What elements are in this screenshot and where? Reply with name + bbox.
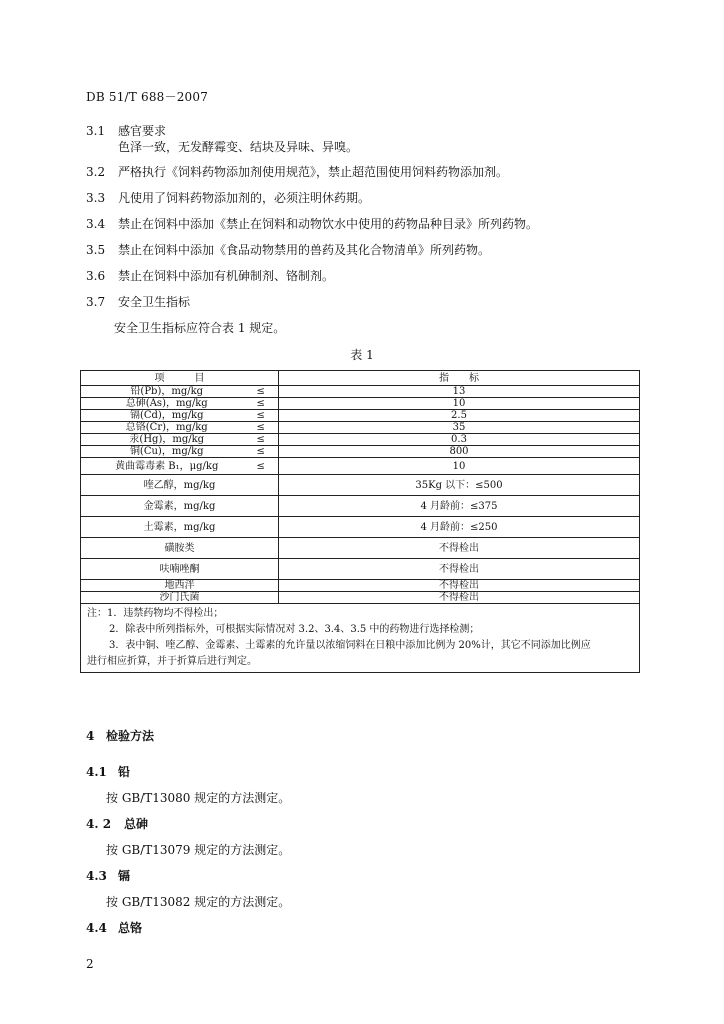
section-number: 3.7 bbox=[86, 295, 106, 309]
table-caption: 表 1 bbox=[350, 348, 374, 362]
row-item: 沙门氏菌 bbox=[81, 592, 279, 604]
table-notes-row bbox=[81, 604, 640, 673]
section-4-1-body bbox=[106, 789, 290, 806]
row-item: 喹乙醇，mg/kg bbox=[81, 475, 279, 496]
section-text: 铅 bbox=[118, 765, 131, 779]
table-row bbox=[81, 538, 640, 559]
section-text: 按 GB/T13080 规定的方法测定。 bbox=[106, 791, 291, 805]
section-3-4 bbox=[86, 215, 538, 232]
row-item: 金霉素，mg/kg bbox=[81, 496, 279, 517]
section-3-6 bbox=[86, 267, 334, 284]
row-item: 铅(Pb)，mg/kg bbox=[81, 386, 253, 398]
row-value: 10 bbox=[279, 398, 640, 410]
section-3-1 bbox=[86, 122, 166, 139]
section-3-7-body bbox=[114, 319, 285, 336]
row-value: 不得检出 bbox=[279, 538, 640, 559]
section-text: 按 GB/T13079 规定的方法测定。 bbox=[106, 843, 291, 857]
table-row bbox=[81, 592, 640, 604]
row-value: 10 bbox=[279, 458, 640, 475]
section-text: 色泽一致，无发酵霉变、结块及异味、异嗅。 bbox=[118, 140, 359, 154]
row-le: ≤ bbox=[253, 458, 279, 475]
section-text: 禁止在饲料中添加《禁止在饲料和动物饮水中使用的药物品种目录》所列药物。 bbox=[118, 217, 539, 231]
section-text: 总铬 bbox=[118, 921, 143, 935]
section-number: 3.5 bbox=[86, 243, 106, 257]
row-value: 4 月龄前：≤375 bbox=[279, 496, 640, 517]
row-le: ≤ bbox=[253, 398, 279, 410]
section-text: 禁止在饲料中添加《食品动物禁用的兽药及其化合物清单》所列药物。 bbox=[118, 243, 491, 257]
row-item: 呋喃唑酮 bbox=[81, 559, 279, 580]
section-text: 按 GB/T13082 规定的方法测定。 bbox=[106, 895, 291, 909]
section-number: 3.4 bbox=[86, 217, 106, 231]
note-line: 注：1．违禁药物均不得检出； bbox=[87, 608, 224, 619]
row-item: 铜(Cu)，mg/kg bbox=[81, 446, 253, 458]
section-text: 严格执行《饲料药物添加剂使用规范》，禁止超范围使用饲料药物添加剂。 bbox=[118, 165, 509, 179]
section-text: 检验方法 bbox=[106, 729, 155, 743]
row-value: 13 bbox=[279, 386, 640, 398]
row-value: 0.3 bbox=[279, 434, 640, 446]
header-item: 项 目 bbox=[81, 371, 279, 386]
section-4-3-body bbox=[106, 893, 290, 910]
page-number: 2 bbox=[86, 957, 94, 971]
table-row bbox=[81, 580, 640, 592]
section-4-4 bbox=[86, 919, 142, 936]
row-le: ≤ bbox=[253, 446, 279, 458]
table-row bbox=[81, 475, 640, 496]
row-value: 4 月龄前：≤250 bbox=[279, 517, 640, 538]
section-3-1-body bbox=[118, 138, 358, 155]
section-text: 镉 bbox=[118, 869, 131, 883]
row-item: 总砷(As)，mg/kg bbox=[81, 398, 253, 410]
row-value: 35 bbox=[279, 422, 640, 434]
section-text: 禁止在饲料中添加有机砷制剂、铬制剂。 bbox=[118, 269, 335, 283]
note-line: 进行相应折算，并于折算后进行判定。 bbox=[87, 656, 257, 667]
row-item: 黄曲霉毒素 B₁，μg/kg bbox=[81, 458, 253, 475]
table-row bbox=[81, 386, 640, 398]
row-value: 35Kg 以下：≤500 bbox=[279, 475, 640, 496]
row-value: 不得检出 bbox=[279, 559, 640, 580]
row-le: ≤ bbox=[253, 434, 279, 446]
section-3-5 bbox=[86, 241, 490, 258]
standard-number-header: DB 51/T 688－2007 bbox=[86, 90, 209, 104]
section-number: 4.1 bbox=[86, 765, 107, 779]
row-le: ≤ bbox=[253, 422, 279, 434]
table-row bbox=[81, 517, 640, 538]
row-item: 汞(Hg)，mg/kg bbox=[81, 434, 253, 446]
section-4-2 bbox=[86, 815, 148, 832]
chapter-4-heading bbox=[86, 727, 154, 744]
row-le: ≤ bbox=[253, 386, 279, 398]
row-le: ≤ bbox=[253, 410, 279, 422]
row-value: 2.5 bbox=[279, 410, 640, 422]
row-item: 磺胺类 bbox=[81, 538, 279, 559]
section-text: 总砷 bbox=[124, 817, 149, 831]
row-item: 土霉素，mg/kg bbox=[81, 517, 279, 538]
table-row bbox=[81, 410, 640, 422]
section-text: 凡使用了饲料药物添加剂的，必须注明休药期。 bbox=[118, 191, 371, 205]
section-number: 4 bbox=[86, 729, 95, 743]
row-value: 800 bbox=[279, 446, 640, 458]
table-row bbox=[81, 398, 640, 410]
table-row bbox=[81, 559, 640, 580]
row-value: 不得检出 bbox=[279, 580, 640, 592]
section-number: 3.2 bbox=[86, 165, 106, 179]
section-4-1 bbox=[86, 763, 130, 780]
section-number: 3.6 bbox=[86, 269, 106, 283]
table-row bbox=[81, 422, 640, 434]
row-item: 镉(Cd)，mg/kg bbox=[81, 410, 253, 422]
section-3-2 bbox=[86, 163, 508, 180]
section-number: 4. 2 bbox=[86, 817, 112, 831]
table-row bbox=[81, 458, 640, 475]
table-row bbox=[81, 496, 640, 517]
section-3-7 bbox=[86, 293, 190, 310]
section-3-3 bbox=[86, 189, 370, 206]
table-row bbox=[81, 446, 640, 458]
section-text: 安全卫生指标应符合表 1 规定。 bbox=[114, 321, 286, 335]
section-number: 4.4 bbox=[86, 921, 107, 935]
row-value: 不得检出 bbox=[279, 592, 640, 604]
section-number: 3.1 bbox=[86, 124, 106, 138]
note-line: 2．除表中所列指标外，可根据实际情况对 3.2、3.4、3.5 中的药物进行选择检测； bbox=[109, 624, 480, 635]
header-value: 指 标 bbox=[279, 371, 640, 386]
safety-index-table bbox=[80, 370, 640, 673]
section-number: 3.3 bbox=[86, 191, 106, 205]
table-header-row bbox=[81, 371, 640, 386]
note-line: 3．表中铜、喹乙醇、金霉素、土霉素的允许量以浓缩饲料在日粮中添加比例为 20%计，其它不同添加比例应 bbox=[109, 640, 591, 651]
section-text: 感官要求 bbox=[118, 124, 167, 138]
table-row bbox=[81, 434, 640, 446]
section-number: 4.3 bbox=[86, 869, 107, 883]
row-item: 地西泮 bbox=[81, 580, 279, 592]
section-4-2-body bbox=[106, 841, 290, 858]
section-text: 安全卫生指标 bbox=[118, 295, 191, 309]
row-item: 总铬(Cr)，mg/kg bbox=[81, 422, 253, 434]
section-4-3 bbox=[86, 867, 130, 884]
table-notes bbox=[81, 604, 640, 673]
